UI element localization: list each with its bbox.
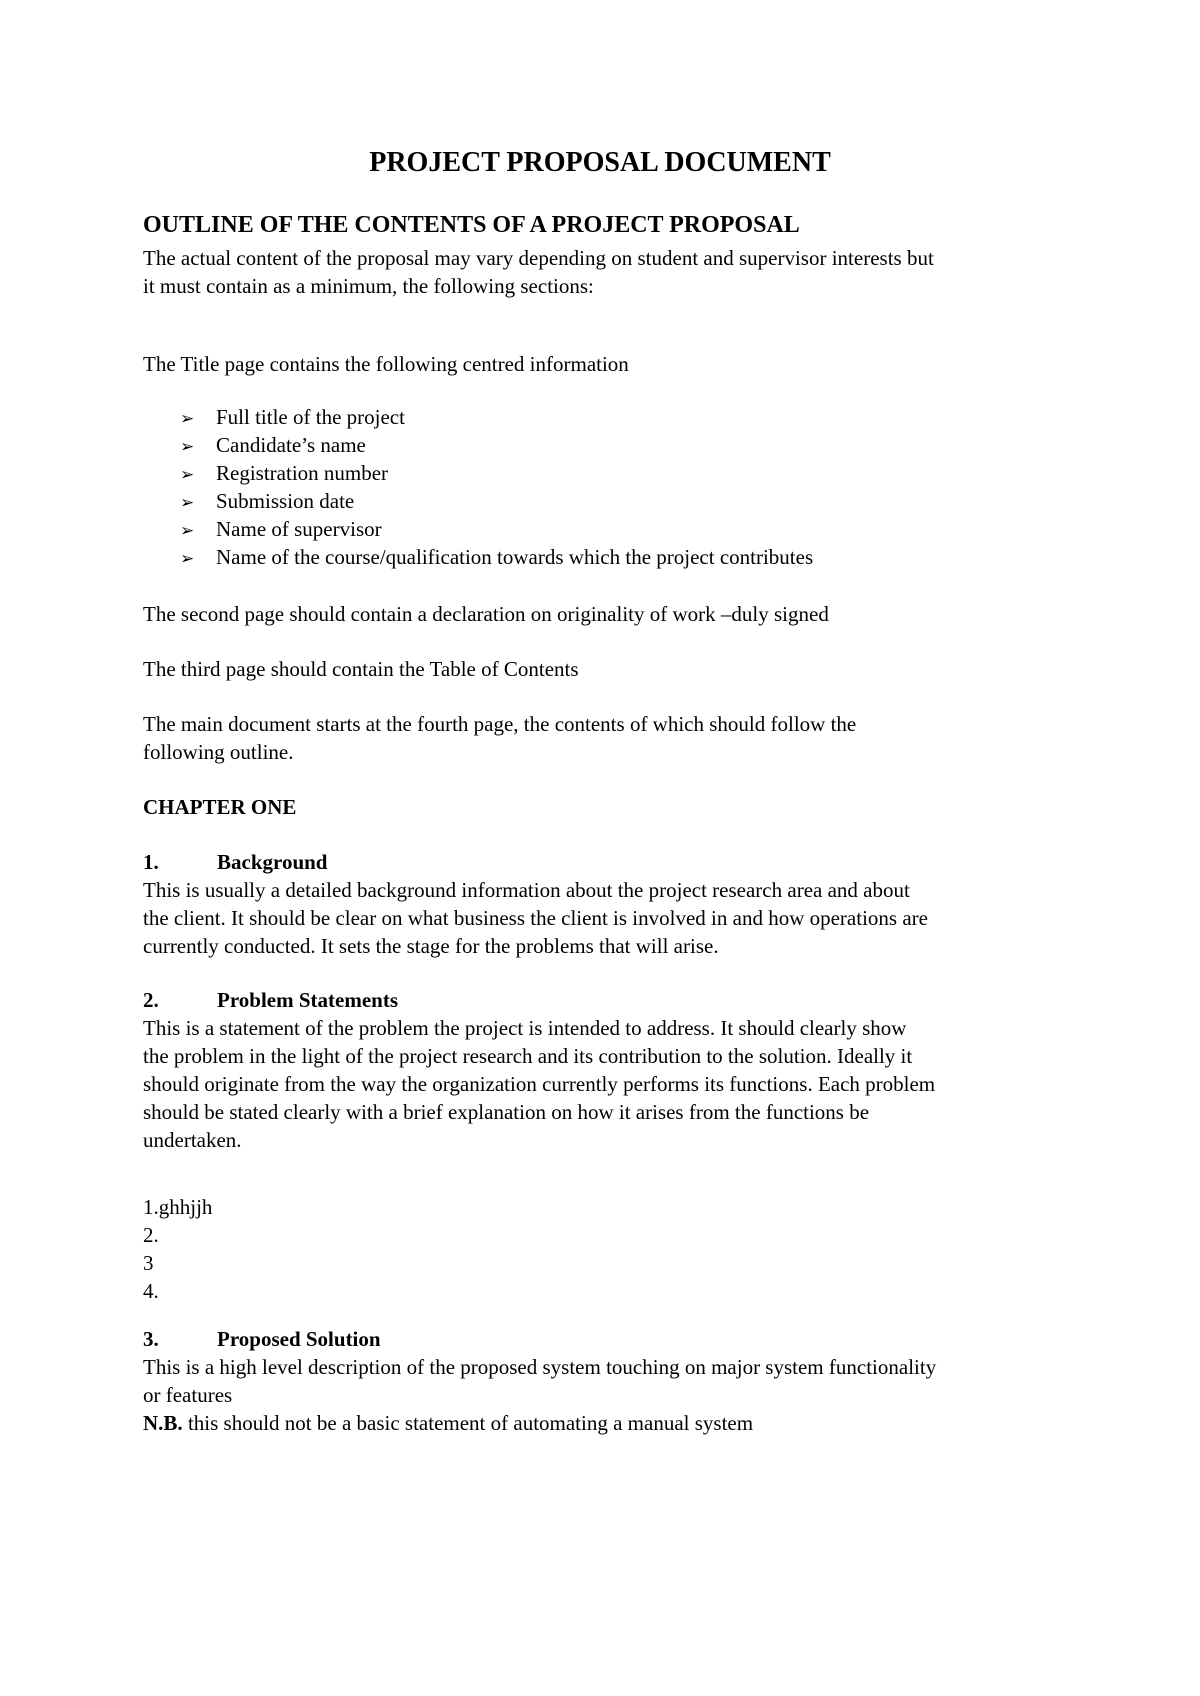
list-item: 3 xyxy=(143,1251,154,1275)
arrow-bullet-icon: ➢ xyxy=(180,493,195,513)
list-item: 1.ghhjjh xyxy=(143,1195,213,1219)
arrow-bullet-icon: ➢ xyxy=(180,521,195,541)
title-page-intro: The Title page contains the following centred information xyxy=(143,352,629,376)
list-item: 2. xyxy=(143,1223,159,1247)
problem-list xyxy=(143,1193,212,1305)
chapter-heading: CHAPTER ONE xyxy=(143,795,297,819)
intro-line-2: it must contain as a minimum, the following sections: xyxy=(143,274,594,298)
arrow-bullet-icon: ➢ xyxy=(180,465,195,485)
section-heading-proposed-solution: 3. Proposed Solution xyxy=(143,1327,381,1351)
second-page-paragraph: The second page should contain a declaration on originality of work –duly signed xyxy=(143,602,829,626)
background-paragraph: This is usually a detailed background information about the project research area and about the client. It should be clear on what business the client is involved in and how operations are currently conducted. It sets the stage for the problems that will arise. xyxy=(143,878,928,958)
arrow-bullet-icon: ➢ xyxy=(180,437,195,457)
nb-note: N.B. this should not be a basic statement of automating a manual system xyxy=(143,1411,754,1435)
list-item: ➢ Registration number xyxy=(180,459,813,487)
problem-statements-paragraph: This is a statement of the problem the project is intended to address. It should clearly show the problem in the light of the project research and its contribution to the solution. Ideally it should originate from the way the organization currently performs its functions. Each problem should be stated clearly with a brief explanation on how it arises from the functions be undertaken. xyxy=(143,1016,936,1152)
section-heading-problem-statements: 2. Problem Statements xyxy=(143,988,398,1012)
proposed-solution-paragraph: This is a high level description of the proposed system touching on major system functionality or features N.B. this should not be a basic statement of automating a manual system xyxy=(143,1353,1073,1437)
list-item: 4. xyxy=(143,1279,159,1303)
document-title: PROJECT PROPOSAL DOCUMENT xyxy=(369,147,831,178)
list-item: ➢ Candidate’s name xyxy=(180,431,813,459)
third-page-paragraph: The third page should contain the Table of Contents xyxy=(143,657,579,681)
main-document-paragraph: The main document starts at the fourth page, the contents of which should follow the following outline. xyxy=(143,712,857,764)
nb-label: N.B. xyxy=(143,1411,183,1435)
document-subtitle: OUTLINE OF THE CONTENTS OF A PROJECT PROPOSAL xyxy=(143,212,800,238)
intro-paragraph xyxy=(143,244,1073,300)
arrow-bullet-icon: ➢ xyxy=(180,549,195,569)
list-item: ➢ Submission date xyxy=(180,487,813,515)
section-heading-background: 1. Background xyxy=(143,850,328,874)
list-item: ➢ Full title of the project xyxy=(180,403,813,431)
list-item: ➢ Name of supervisor xyxy=(180,515,813,543)
arrow-bullet-icon: ➢ xyxy=(180,409,195,429)
list-item: ➢ Name of the course/qualification towards which the project contributes xyxy=(180,543,813,571)
title-page-list xyxy=(180,403,813,571)
intro-line-1: The actual content of the proposal may vary depending on student and supervisor interests but xyxy=(143,246,934,270)
